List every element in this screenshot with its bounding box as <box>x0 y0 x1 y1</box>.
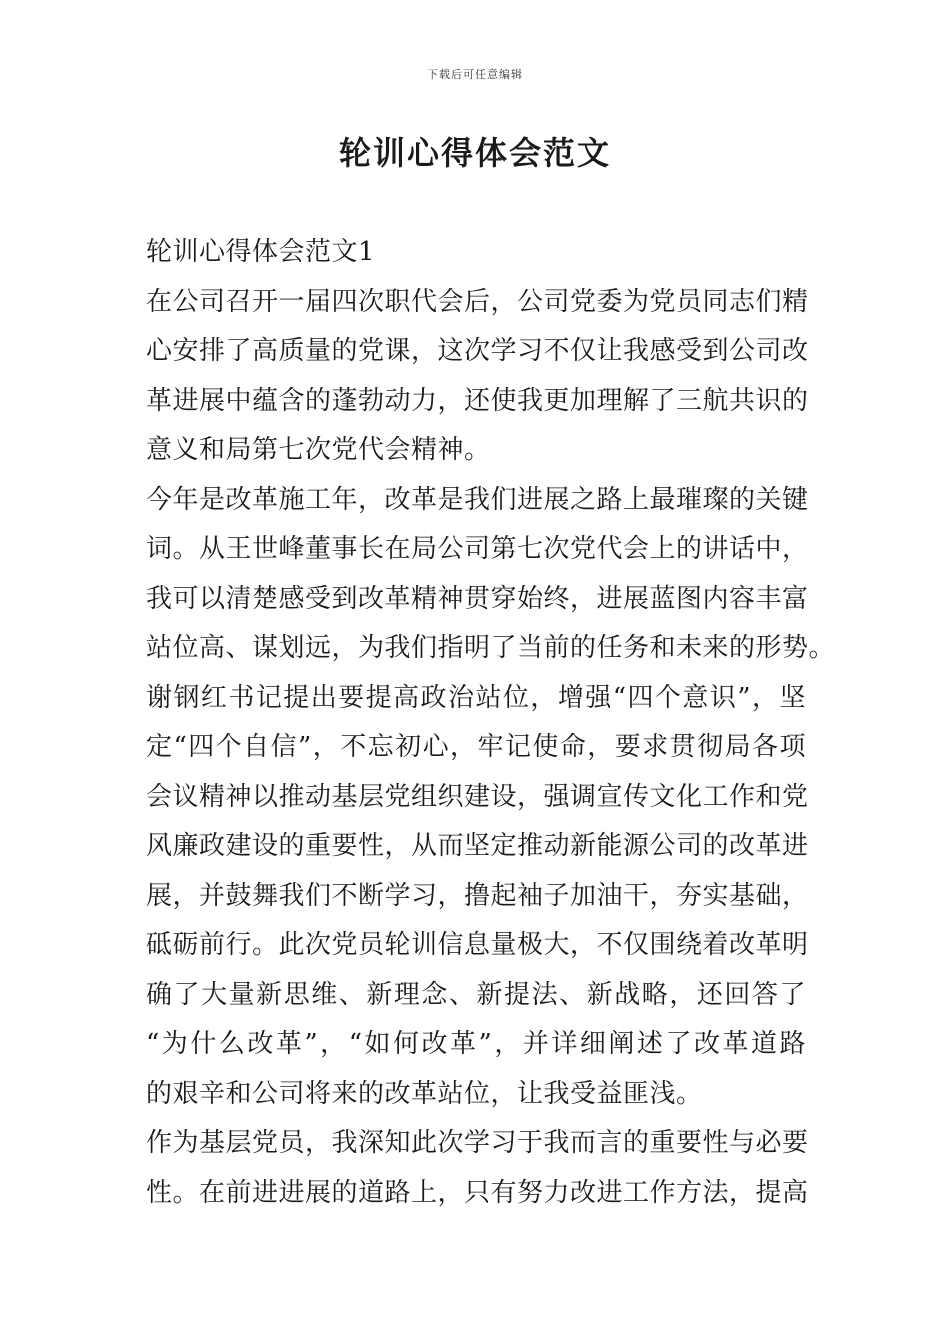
paragraph-line: 定“四个自信”，不忘初心，牢记使命，要求贯彻局各项 <box>146 732 806 762</box>
paragraph-line: 意义和局第七次党代会精神。 <box>146 435 491 465</box>
paragraph-line: 性。在前进进展的道路上，只有努力改进工作方法，提高 <box>146 1177 809 1208</box>
section-heading: 轮训心得体会范文1 <box>146 237 376 267</box>
paragraph-2 <box>146 476 836 1120</box>
paragraph-line: 会议精神以推动基层党组织建设，强调宣传文化工作和党 <box>146 781 809 812</box>
paragraph-line: 砥砺前行。此次党员轮训信息量极大，不仅围绕着改革明 <box>146 930 809 960</box>
paragraph-line: 确了大量新思维、新理念、新提法、新战略，还回答了 <box>146 979 806 1010</box>
paragraph-line: 我可以清楚感受到改革精神贯穿始终，进展蓝图内容丰富 <box>146 583 809 614</box>
paragraph-line: 今年是改革施工年，改革是我们进展之路上最璀璨的关键 <box>146 484 809 515</box>
header-note: 下载后可任意编辑 <box>427 68 523 81</box>
paragraph-line: 词。从王世峰董事长在局公司第七次党代会上的讲话中， <box>146 534 809 564</box>
paragraph-line: 心安排了高质量的党课，这次学习不仅让我感受到公司改 <box>146 336 809 366</box>
paragraph-line: 革进展中蕴含的蓬勃动力，还使我更加理解了三航共识的 <box>146 385 809 416</box>
paragraph-line: 风廉政建设的重要性，从而坚定推动新能源公司的改革进 <box>146 831 809 861</box>
document-body <box>146 228 836 1218</box>
paragraph-line: 谢钢红书记提出要提高政治站位，增强“四个意识”，坚 <box>146 682 806 713</box>
paragraph-line: 在公司召开一届四次职代会后，公司党委为党员同志们精 <box>146 286 809 317</box>
paragraph-line: 展，并鼓舞我们不断学习，撸起袖子加油干，夯实基础， <box>146 880 809 911</box>
paragraph-line: 作为基层党员，我深知此次学习于我而言的重要性与必要 <box>146 1128 809 1158</box>
document-title: 轮训心得体会范文 <box>338 134 611 172</box>
paragraph-line: “为什么改革”，“如何改革”，并详细阐述了改革道路 <box>146 1029 806 1059</box>
paragraph-line: 站位高、谋划远，为我们指明了当前的任务和未来的形势。 <box>146 633 836 663</box>
paragraph-line: 的艰辛和公司将来的改革站位，让我受益匪浅。 <box>146 1078 703 1109</box>
paragraph-3 <box>146 1119 809 1218</box>
paragraph-1 <box>146 278 809 476</box>
